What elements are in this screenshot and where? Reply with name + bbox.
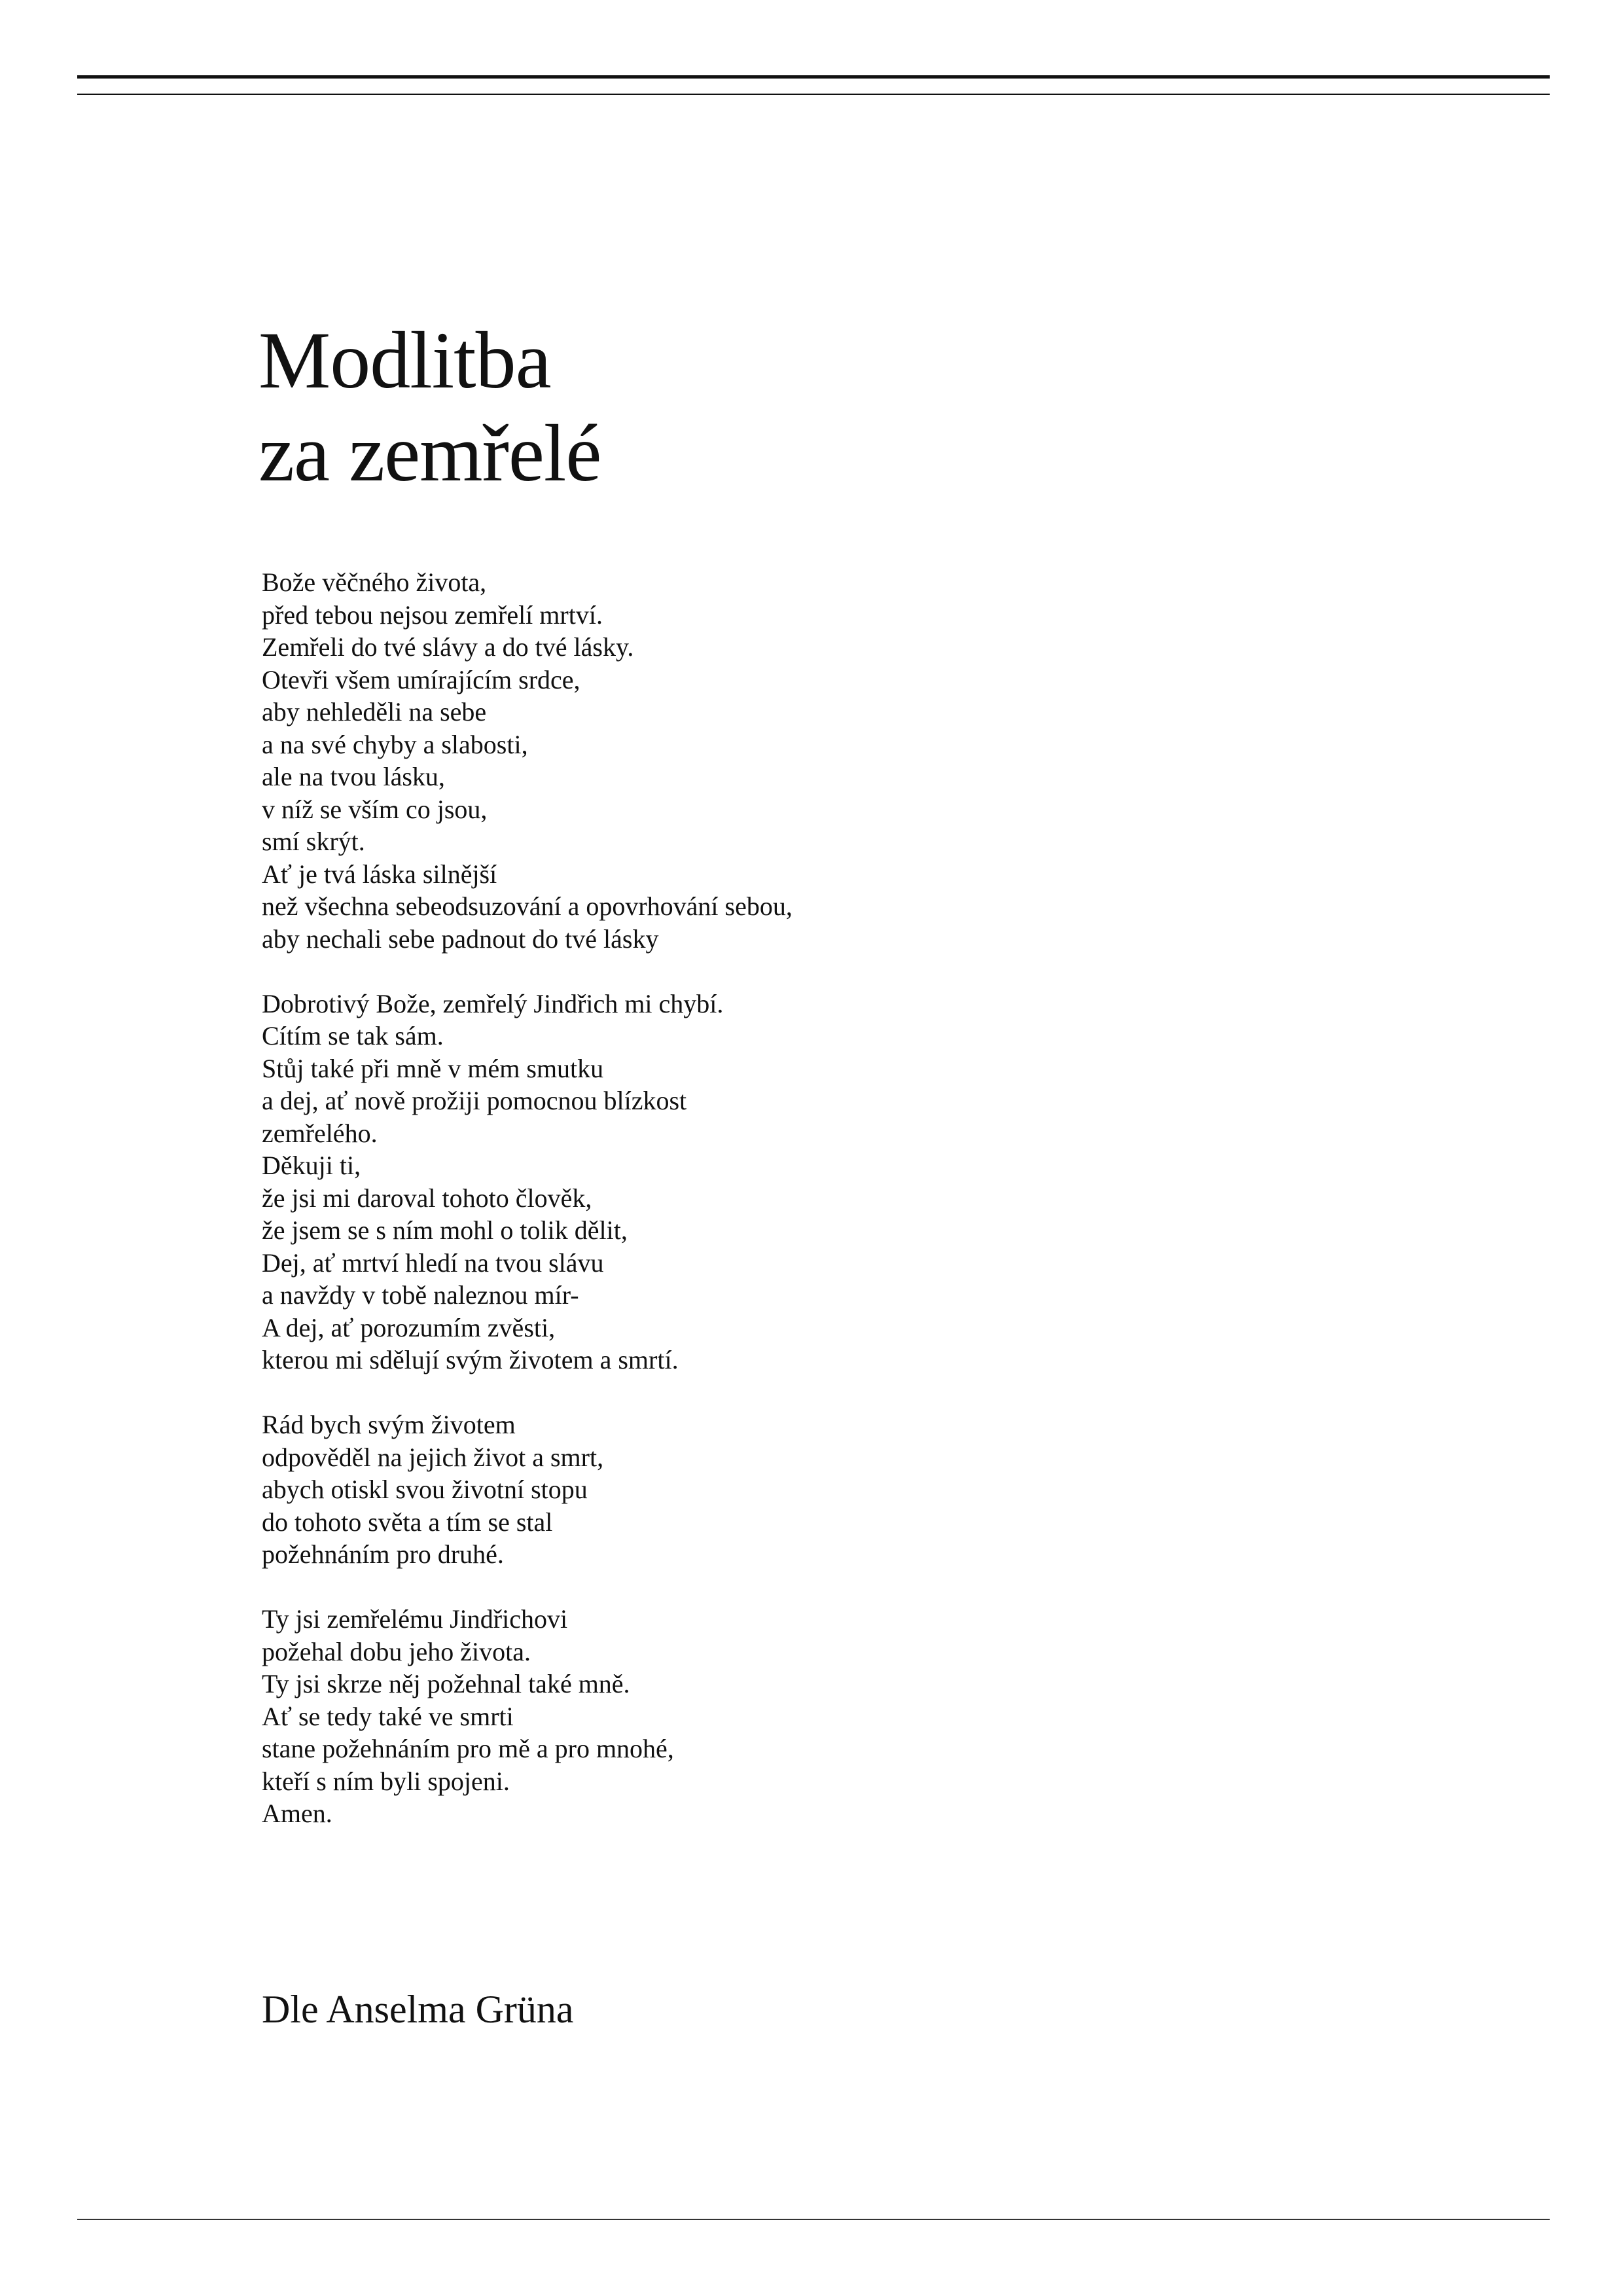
poem-line: Otevři všem umírajícím srdce, xyxy=(262,664,580,694)
top-rule-thick xyxy=(77,75,1550,79)
poem-line: Děkuji ti, xyxy=(262,1151,361,1180)
attribution: Dle Anselma Grüna xyxy=(262,1988,574,2031)
poem-line: požehnáním pro druhé. xyxy=(262,1539,504,1569)
poem-stanza xyxy=(262,1603,1243,1830)
poem-line: ale na tvou lásku, xyxy=(262,762,445,791)
poem-line: Ať se tedy také ve smrti xyxy=(262,1701,514,1731)
poem-line: Ty jsi skrze něj požehnal také mně. xyxy=(262,1669,630,1698)
poem-line: a dej, ať nově prožiji pomocnou blízkost xyxy=(262,1086,687,1115)
poem-line: než všechna sebeodsuzování a opovrhování sebou, xyxy=(262,891,793,921)
poem-stanza xyxy=(262,988,1243,1376)
poem-line: odpověděl na jejich život a smrt, xyxy=(262,1442,604,1472)
poem-stanza xyxy=(262,1408,1243,1571)
poem-line: aby nechali sebe padnout do tvé lásky xyxy=(262,924,659,954)
poem-line: a navždy v tobě naleznou mír- xyxy=(262,1280,579,1310)
poem-line: že jsi mi daroval tohoto člověk, xyxy=(262,1183,592,1213)
poem-line: Zemřeli do tvé slávy a do tvé lásky. xyxy=(262,632,634,662)
poem-line: Dobrotivý Bože, zemřelý Jindřich mi chybí. xyxy=(262,988,724,1018)
poem-line: Ať je tvá láska silnější xyxy=(262,859,497,889)
poem-line: abych otiskl svou životní stopu xyxy=(262,1475,588,1504)
poem-line: že jsem se s ním mohl o tolik dělit, xyxy=(262,1215,628,1245)
poem-line: stane požehnáním pro mě a pro mnohé, xyxy=(262,1734,674,1763)
page-title xyxy=(259,314,601,500)
poem-line: smí skrýt. xyxy=(262,827,365,856)
title-line-2: za zemřelé xyxy=(259,408,601,498)
poem-line: aby nehleděli na sebe xyxy=(262,697,487,726)
poem-line: Bože věčného života, xyxy=(262,567,487,597)
poem-line: Dej, ať mrtví hledí na tvou slávu xyxy=(262,1247,604,1278)
poem-line: do tohoto světa a tím se stal xyxy=(262,1507,553,1537)
poem-line: A dej, ať porozumím zvěsti, xyxy=(262,1312,556,1342)
poem-line: požehal dobu jeho života. xyxy=(262,1636,531,1666)
top-rule-thin xyxy=(77,94,1550,95)
poem-body xyxy=(262,566,1243,1830)
poem-line: Rád bych svým životem xyxy=(262,1410,516,1439)
poem-line: Ty jsi zemřelému Jindřichovi xyxy=(262,1604,568,1634)
poem-line: Amen. xyxy=(262,1799,332,1828)
bottom-rule xyxy=(77,2219,1550,2220)
poem-line: a na své chyby a slabosti, xyxy=(262,729,528,759)
poem-line: Cítím se tak sám. xyxy=(262,1021,444,1050)
poem-line: zemřelého. xyxy=(262,1118,378,1148)
poem-stanza xyxy=(262,566,1243,955)
poem-line: Stůj také při mně v mém smutku xyxy=(262,1053,604,1083)
poem-line: před tebou nejsou zemřelí mrtví. xyxy=(262,600,603,630)
title-line-1: Modlitba xyxy=(259,315,551,405)
poem-line: v níž se vším co jsou, xyxy=(262,794,488,824)
poem-line: kteří s ním byli spojeni. xyxy=(262,1766,510,1796)
poem-line: kterou mi sdělují svým životem a smrtí. xyxy=(262,1345,679,1374)
